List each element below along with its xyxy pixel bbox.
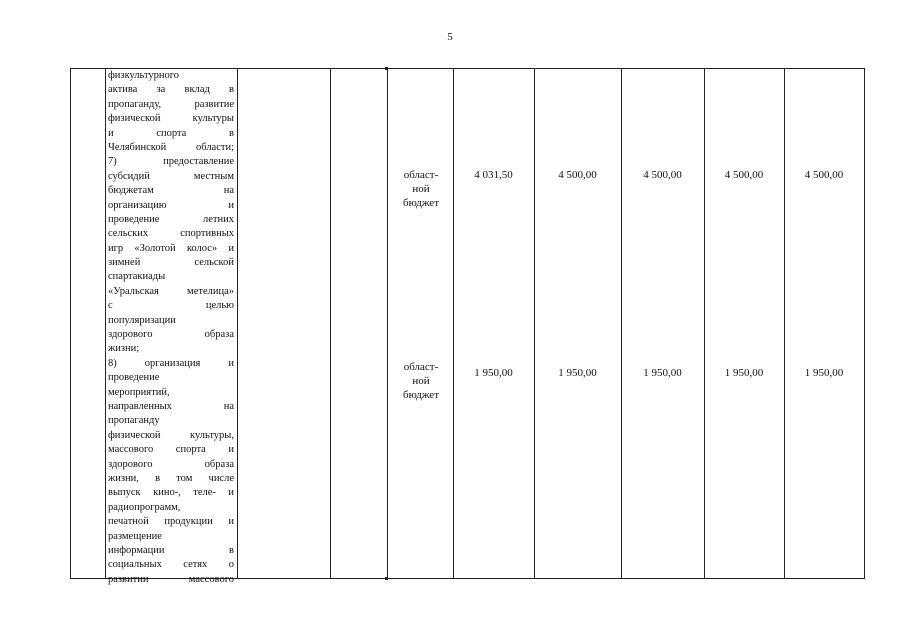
amount-cell: 1 950,00 <box>558 367 597 379</box>
amount-cell: 1 950,00 <box>474 367 513 379</box>
description-line: зимней сельской <box>108 257 234 269</box>
description-line: и спорта в <box>108 127 234 139</box>
description-line: 8) организация и <box>108 357 234 369</box>
table-column-divider <box>864 68 865 579</box>
table-column-divider <box>784 68 785 579</box>
description-line: радиопрограмм, <box>108 501 181 513</box>
funding-source-line: бюджет <box>403 389 439 401</box>
description-line: здорового образа <box>108 458 234 470</box>
description-line: печатной продукции и <box>108 516 234 528</box>
amount-cell: 4 500,00 <box>643 169 682 181</box>
description-line: социальных сетях о <box>108 559 234 571</box>
table-column-divider <box>330 68 331 579</box>
funding-source-line: област- <box>403 361 439 373</box>
description-cell <box>108 69 234 587</box>
description-line: проведение летних <box>108 213 234 225</box>
amount-cell: 4 500,00 <box>558 169 597 181</box>
description-line: выпуск кино-, теле- и <box>108 487 234 499</box>
table-column-divider <box>105 68 106 579</box>
table-column-divider <box>534 68 535 579</box>
table-column-divider <box>621 68 622 579</box>
amount-cell: 1 950,00 <box>724 367 764 379</box>
amount-cell: 1 950,00 <box>804 367 844 379</box>
table-column-divider <box>70 68 71 579</box>
description-line: организацию и <box>108 199 234 211</box>
scan-mark <box>385 67 388 70</box>
table-column-divider <box>453 68 454 579</box>
funding-source-cell <box>392 168 450 210</box>
amount-cell: 4 500,00 <box>804 169 844 181</box>
description-line: информации в <box>108 544 234 556</box>
description-line: жизни; <box>108 343 140 355</box>
description-line: здорового образа <box>108 329 234 341</box>
funding-source-line: бюджет <box>403 197 439 209</box>
description-line: пропаганду, развитие <box>108 98 234 110</box>
description-line: сельских спортивных <box>108 228 234 240</box>
funding-source-line: ной <box>412 375 430 387</box>
description-line: «Уральская метелица» <box>108 285 234 297</box>
description-line: развитии массового <box>108 573 234 585</box>
description-line: мероприятий, <box>108 386 170 398</box>
funding-source-line: ной <box>412 183 430 195</box>
description-line: физической культуры <box>108 113 234 125</box>
description-line: физкультурного <box>108 70 180 81</box>
amount-cell: 4 031,50 <box>474 169 513 181</box>
description-line: актива за вклад в <box>108 84 234 96</box>
table-column-divider <box>704 68 705 579</box>
description-line: направленных на <box>108 400 234 412</box>
description-line: пропаганду <box>108 415 160 427</box>
description-line: Челябинской области; <box>108 141 234 153</box>
description-line: 7) предоставление <box>108 156 234 168</box>
description-line: жизни, в том числе <box>108 472 234 484</box>
description-line: физической культуры, <box>108 429 234 441</box>
page-number: 5 <box>447 31 453 43</box>
scan-mark <box>385 577 388 580</box>
amount-cell: 4 500,00 <box>724 169 764 181</box>
description-line: с целью <box>108 300 234 312</box>
table-column-divider <box>237 68 238 579</box>
description-line: размещение <box>108 530 162 542</box>
funding-source-line: област- <box>403 169 439 181</box>
description-line: проведение <box>108 372 160 384</box>
amount-cell: 1 950,00 <box>643 367 682 379</box>
description-line: спартакиады <box>108 271 166 283</box>
description-line: бюджетам на <box>108 185 234 197</box>
description-line: игр «Золотой колос» и <box>108 242 234 254</box>
funding-source-cell <box>392 360 450 402</box>
table-column-divider <box>387 68 388 579</box>
description-line: популяризации <box>108 314 176 326</box>
description-line: массового спорта и <box>108 444 234 456</box>
description-line: субсидий местным <box>108 170 234 182</box>
